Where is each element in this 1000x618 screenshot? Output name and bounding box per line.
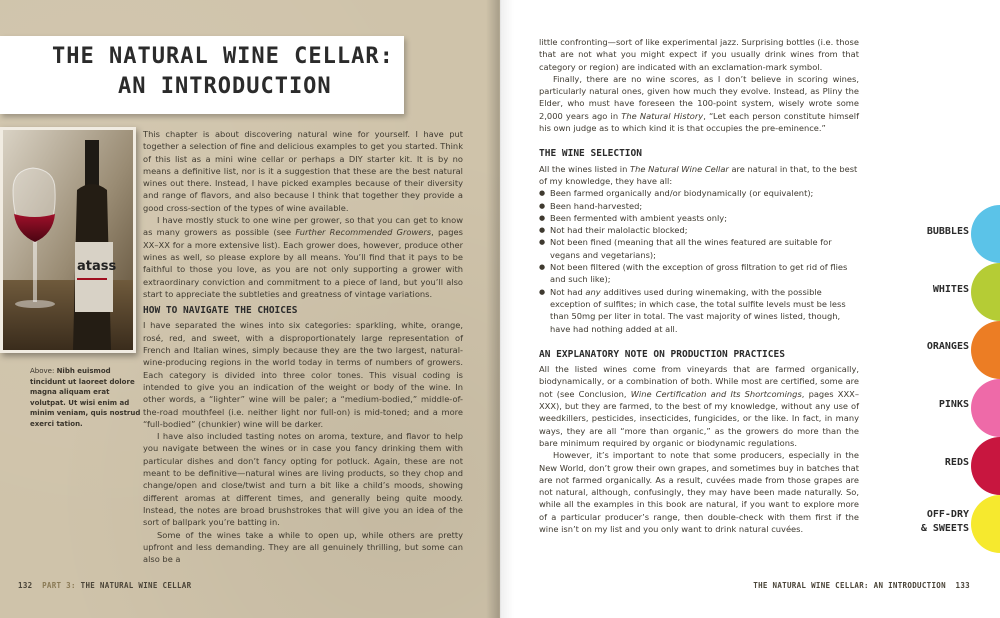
tab-sweets-label-line1[interactable]: OFF-DRY [926, 509, 969, 520]
left-body-column [143, 128, 463, 565]
left-footer [18, 581, 191, 590]
book-gutter [486, 0, 514, 618]
right-body-column [539, 36, 859, 535]
left-paragraph: I have separated the wines into six categories: sparkling, white, orange, rosé, red, and sweet, with a disproportionately large representation of French and Italian wines, simply because they are the two largest, natural-wine-producing regions in the world today in terms of numbers of growers. Each category is divided into three color tones. This visual coding is intended to give you an indication of the weight or body of the wine. In other words, a “lighter” wine will be paler; a “medium-bodied,” middle-of-the-road mouthfeel (i.e. neither light nor full-on) is mid-toned; and a more “full-bodied” (chunkier) wine will be darker. [143, 320, 463, 429]
left-paragraph [143, 214, 463, 300]
wine-glass-photo [0, 127, 136, 353]
italic-reference: The Natural History [621, 110, 704, 121]
tab-sweets-label-line2[interactable]: & SWEETS [920, 523, 969, 534]
page-title-line-2: AN INTRODUCTION [118, 74, 332, 99]
list-item: ● Been farmed organically and/or biodynamically (or equivalent); [539, 187, 859, 199]
text-run: additives used during winemaking, with the possible exception of sulfites; in which case, the total sulfite levels must be less than 50mg per liter in total. The vast majority of wines listed, though, have had nothing added at all. [550, 286, 846, 334]
italic-reference: Wine Certification and Its Shortcomings [630, 388, 802, 399]
italic-reference: any [585, 286, 601, 297]
left-footer-part: PART 3: [42, 581, 76, 590]
italic-reference: Further Recommended Growers [295, 227, 432, 238]
text-run: , “Let each person constitute himself his own judge as to which kind it is that occupies the pre-eminence.” [539, 110, 859, 134]
right-footer [753, 581, 970, 590]
page-title-line-1: THE NATURAL WINE CELLAR: [52, 44, 394, 69]
left-paragraph: I have also included tasting notes on aroma, texture, and flavor to help you navigate between the wines or in case you fancy drinking them with particular dishes and don’t fancy opting for potluck. Again, these are not meant to be definitive—natural wines are living products, so they chop and change/open and close/twist and turn a bit like a child’s moods, showing different aromas at different times, and generally being quite moody. Instead, the notes are broad brushstrokes that will give you an idea of the sort of ballpark you’re batting in. [143, 431, 463, 528]
section-heading: THE WINE SELECTION [539, 148, 642, 160]
list-item: ● Not had their malolactic blocked; [539, 224, 859, 236]
right-paragraph [539, 73, 859, 134]
left-page-number: 132 [18, 581, 33, 590]
left-footer-section: THE NATURAL WINE CELLAR [80, 581, 192, 590]
text-run: , pages XX–XX for a more extensive list). Each grower does, however, produce other wines as well, so please explore by all means. You’ll find that it pays to be faithful to those you love, as you are not only supporting a grower with extraordinary conviction and commitment to a piece of land, but you’ll also start to appreciate the subtleties and greatness of vintage variations. [143, 227, 463, 299]
caption-lead: Above: [30, 367, 57, 375]
section-heading: HOW TO NAVIGATE THE CHOICES [143, 305, 298, 317]
photo-caption [30, 366, 142, 429]
caption-text: Nibh euismod tincidunt ut laoreet dolore magna aliquam erat volutpat. Ut wisi enim ad minim veniam, quis nostrud exerci tation. [30, 367, 141, 428]
right-paragraph: However, it’s important to note that some producers, especially in the New World, don’t grow their own grapes, and sometimes buy in batches that are not farmed organically. As a result, cuvées made from those grapes are not natural, although, confusingly, they may have been made naturally. So, while all the examples in this book are natural, if you want to explore more of a particular producer’s range, then double-check with them first if the wine isn’t on my list and you only want to drink natural cuvées. [539, 450, 859, 534]
right-page-number: 133 [955, 581, 970, 590]
bottle-label-text: atass [77, 259, 117, 274]
text-run: All the wines listed in [539, 163, 630, 174]
list-item: ● Been fermented with ambient yeasts only; [539, 212, 859, 224]
text-run: I have mostly stuck to one wine per grower, so that you can get to know as many growers as possible (see [143, 215, 463, 238]
criteria-list [539, 187, 859, 335]
text-run: Not had [550, 286, 586, 297]
text-run: Finally, there are no wine scores, as I don’t believe in scoring wines, particularly natural ones, given how much they evolve. Instead, as Pliny the Elder, who must have foreseen the 100-point system, wisely wrote some 2,000 years ago in [539, 73, 859, 121]
list-item: ● Been hand-harvested; [539, 200, 859, 212]
tab-oranges-label[interactable]: ORANGES [926, 341, 969, 352]
left-paragraph: Some of the wines take a while to open up, while others are pretty upfront and less demanding. They are all genuinely thrilling, but some can also be a [143, 529, 463, 565]
section-heading: AN EXPLANATORY NOTE ON PRODUCTION PRACTICES [539, 348, 785, 360]
tab-reds-label[interactable]: REDS [944, 457, 969, 468]
text-run: All the listed wines come from vineyards that are farmed organically, biodynamically, or a combination of both. While most are certified, some are not (see Conclusion, [539, 364, 859, 399]
right-paragraph [539, 363, 859, 449]
left-paragraph: This chapter is about discovering natural wine for yourself. I have put together a selection of fine and delicious examples to get you started. Think of this list as a mini wine cellar or perhaps a DIY starter kit. It is by no means a definitive list, nor is it a suggestion that these are the best natural wines out there. Instead, I have picked examples because of their diversity and range of flavors, and also because I think that together they provide a good cross-section of the types of wine available. [143, 129, 463, 213]
tab-pinks-label[interactable]: PINKS [938, 399, 969, 410]
title-banner [0, 36, 404, 114]
right-paragraph: little confronting—sort of like experimental jazz. Surprising bottles (i.e. those that are not what you might expect if you usually drink wines from that category or region) are indicated with an exclamation-mark symbol. [539, 37, 859, 72]
list-item [539, 286, 859, 335]
right-paragraph [539, 163, 859, 188]
list-item: ● Not been filtered (with the exception of gross filtration to get rid of flies and such like); [539, 261, 859, 286]
wine-photo-illustration [3, 130, 133, 350]
list-item: ● Not been fined (meaning that all the wines featured are suitable for vegans and vegetarians); [539, 236, 859, 261]
italic-reference: The Natural Wine Cellar [630, 163, 729, 174]
tab-bubbles-label[interactable]: BUBBLES [926, 226, 969, 237]
text-run: are natural in that, to the best of my knowledge, they have all: [539, 163, 858, 186]
tab-whites-label[interactable]: WHITES [932, 284, 969, 295]
text-run: , pages XXX–XXX), but they are farmed, to the best of my knowledge, without any use of weedkillers, pesticides, insecticides, fungicides, or the like. In fact, in many ways, they are all “more than organic,” as the growers do more than the bare minimum required by organic or biodynamic regulations. [539, 388, 859, 448]
right-footer-title: THE NATURAL WINE CELLAR: AN INTRODUCTION [753, 581, 946, 590]
